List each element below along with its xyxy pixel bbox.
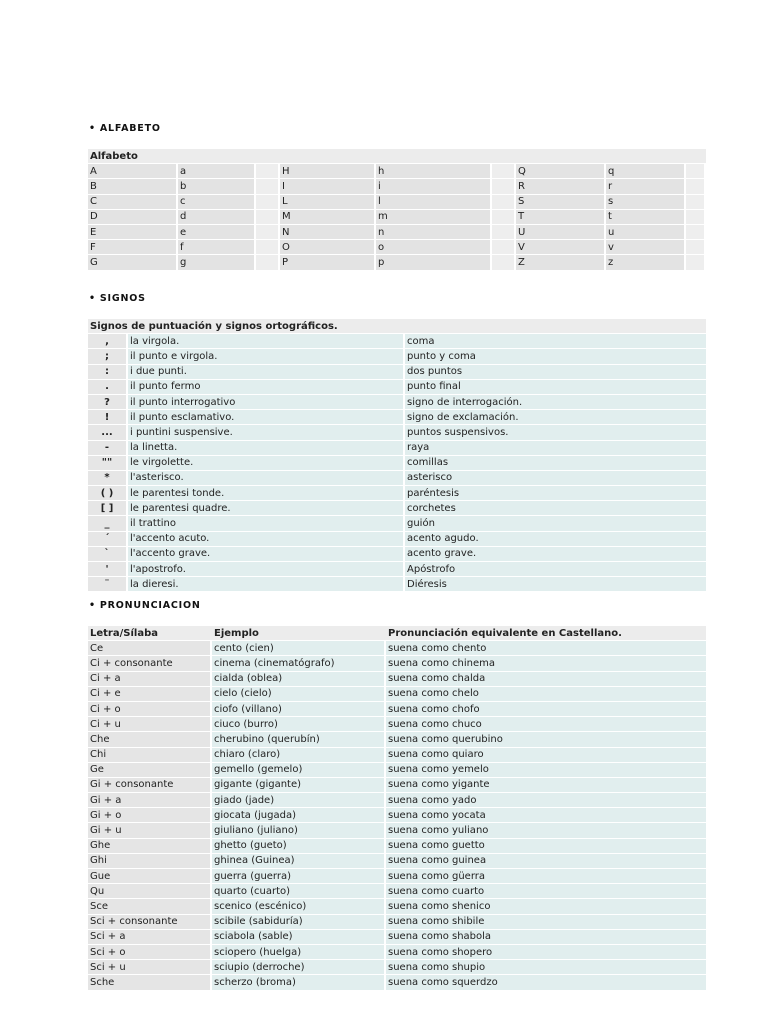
pron-equivalent: suena como querubino: [386, 732, 706, 747]
sign-italian-name: le parentesi tonde.: [128, 486, 405, 501]
pron-syllable: Ci + e: [88, 687, 212, 702]
alphabet-lower-letter: h: [376, 164, 492, 179]
sign-spanish-name: corchetes: [405, 501, 706, 516]
pron-syllable: Sci + a: [88, 930, 212, 945]
pron-equivalent: suena como yado: [386, 793, 706, 808]
alphabet-spacer: [492, 195, 516, 210]
pronunciation-row: [88, 672, 706, 687]
pron-example: ghinea (Guinea): [212, 854, 386, 869]
sign-symbol: .: [88, 380, 128, 395]
alphabet-row: [88, 195, 706, 210]
pron-example: scibile (sabiduría): [212, 915, 386, 930]
pron-example: scherzo (broma): [212, 975, 386, 990]
pron-equivalent: suena como cuarto: [386, 884, 706, 899]
sign-italian-name: l'accento grave.: [128, 547, 405, 562]
pronunciation-row: [88, 778, 706, 793]
sign-spanish-name: guión: [405, 516, 706, 531]
alphabet-upper-letter: H: [280, 164, 376, 179]
pron-syllable: Qu: [88, 884, 212, 899]
alphabet-spacer: [686, 255, 706, 270]
signs-row: [88, 501, 706, 516]
section-title-signos: • SIGNOS: [89, 293, 146, 304]
alphabet-spacer: [686, 164, 706, 179]
alphabet-spacer: [686, 240, 706, 255]
pron-example: sciupio (derroche): [212, 960, 386, 975]
pron-example: ghetto (gueto): [212, 839, 386, 854]
sign-symbol: ´: [88, 532, 128, 547]
signs-row: [88, 380, 706, 395]
pron-syllable: Sche: [88, 975, 212, 990]
pronunciation-row: [88, 945, 706, 960]
signs-row: [88, 395, 706, 410]
sign-italian-name: la linetta.: [128, 441, 405, 456]
pronunciation-row: [88, 930, 706, 945]
pron-syllable: Ci + a: [88, 672, 212, 687]
sign-spanish-name: raya: [405, 441, 706, 456]
pron-example: ciofo (villano): [212, 702, 386, 717]
pron-syllable: Ci + u: [88, 717, 212, 732]
alphabet-spacer: [492, 225, 516, 240]
sign-spanish-name: asterisco: [405, 471, 706, 486]
alphabet-upper-letter: O: [280, 240, 376, 255]
alphabet-spacer: [256, 164, 280, 179]
sign-italian-name: i puntini suspensive.: [128, 425, 405, 440]
pronunciation-row: [88, 793, 706, 808]
pronunciation-row: [88, 975, 706, 990]
sign-symbol: ¨: [88, 577, 128, 592]
signs-row: [88, 349, 706, 364]
alphabet-row: [88, 179, 706, 194]
sign-spanish-name: punto final: [405, 380, 706, 395]
alphabet-upper-letter: D: [88, 210, 178, 225]
sign-italian-name: l'asterisco.: [128, 471, 405, 486]
pron-equivalent: suena como yigante: [386, 778, 706, 793]
sign-symbol: _: [88, 516, 128, 531]
signs-row: [88, 516, 706, 531]
pronunciation-row: [88, 702, 706, 717]
sign-symbol: :: [88, 365, 128, 380]
sign-spanish-name: Apóstrofo: [405, 562, 706, 577]
alphabet-spacer: [686, 225, 706, 240]
alphabet-row: [88, 210, 706, 225]
signs-row: [88, 577, 706, 592]
alphabet-lower-letter: r: [606, 179, 686, 194]
pronunciation-row: [88, 823, 706, 838]
pron-example: cielo (cielo): [212, 687, 386, 702]
pron-example: gemello (gemelo): [212, 763, 386, 778]
pron-example: cialda (oblea): [212, 672, 386, 687]
alphabet-lower-letter: f: [178, 240, 256, 255]
sign-spanish-name: coma: [405, 334, 706, 349]
alphabet-lower-letter: p: [376, 255, 492, 270]
pronunciation-row: [88, 656, 706, 671]
alphabet-upper-letter: Z: [516, 255, 606, 270]
pronunciation-row: [88, 717, 706, 732]
pron-example: quarto (cuarto): [212, 884, 386, 899]
pronunciation-row: [88, 641, 706, 656]
sign-italian-name: l'apostrofo.: [128, 562, 405, 577]
sign-italian-name: le virgolette.: [128, 456, 405, 471]
sign-spanish-name: comillas: [405, 456, 706, 471]
sign-symbol: ?: [88, 395, 128, 410]
pron-syllable: Ghi: [88, 854, 212, 869]
pron-equivalent: suena como chuco: [386, 717, 706, 732]
alphabet-lower-letter: v: [606, 240, 686, 255]
pron-equivalent: suena como quiaro: [386, 748, 706, 763]
alphabet-lower-letter: u: [606, 225, 686, 240]
sign-symbol: `: [88, 547, 128, 562]
pron-equivalent: suena como yocata: [386, 808, 706, 823]
alphabet-spacer: [492, 240, 516, 255]
pron-syllable: Ghe: [88, 839, 212, 854]
pron-equivalent: suena como güerra: [386, 869, 706, 884]
signs-row: [88, 334, 706, 349]
pron-syllable: Gi + o: [88, 808, 212, 823]
alphabet-lower-letter: i: [376, 179, 492, 194]
signs-row: [88, 425, 706, 440]
alphabet-upper-letter: B: [88, 179, 178, 194]
alphabet-spacer: [686, 210, 706, 225]
pron-syllable: Ge: [88, 763, 212, 778]
pron-syllable: Chi: [88, 748, 212, 763]
signs-row: [88, 410, 706, 425]
alphabet-row: [88, 255, 706, 270]
alphabet-lower-letter: b: [178, 179, 256, 194]
alphabet-upper-letter: Q: [516, 164, 606, 179]
alphabet-spacer: [256, 210, 280, 225]
alphabet-spacer: [256, 179, 280, 194]
pron-equivalent: suena como yemelo: [386, 763, 706, 778]
pron-equivalent: suena como shibile: [386, 915, 706, 930]
pron-example: scenico (escénico): [212, 899, 386, 914]
pronunciation-row: [88, 687, 706, 702]
pron-example: chiaro (claro): [212, 748, 386, 763]
pron-equivalent: suena como chento: [386, 641, 706, 656]
signs-row: [88, 441, 706, 456]
pron-equivalent: suena como chinema: [386, 656, 706, 671]
signs-row: [88, 486, 706, 501]
pron-syllable: Gi + u: [88, 823, 212, 838]
sign-symbol: "": [88, 456, 128, 471]
alphabet-lower-letter: g: [178, 255, 256, 270]
alphabet-upper-letter: L: [280, 195, 376, 210]
sign-italian-name: il punto interrogativo: [128, 395, 405, 410]
signs-row: [88, 532, 706, 547]
pron-example: giuliano (juliano): [212, 823, 386, 838]
sign-spanish-name: dos puntos: [405, 365, 706, 380]
pron-example: cento (cien): [212, 641, 386, 656]
pronunciation-row: [88, 732, 706, 747]
pronunciation-row: [88, 808, 706, 823]
alphabet-spacer: [492, 164, 516, 179]
signs-table: [88, 319, 706, 592]
alphabet-upper-letter: T: [516, 210, 606, 225]
sign-spanish-name: paréntesis: [405, 486, 706, 501]
sign-italian-name: la dieresi.: [128, 577, 405, 592]
sign-symbol: ...: [88, 425, 128, 440]
sign-spanish-name: acento grave.: [405, 547, 706, 562]
sign-spanish-name: acento agudo.: [405, 532, 706, 547]
pronunciation-row: [88, 899, 706, 914]
pron-equivalent: suena como shabola: [386, 930, 706, 945]
alphabet-upper-letter: M: [280, 210, 376, 225]
alphabet-upper-letter: S: [516, 195, 606, 210]
alphabet-spacer: [686, 179, 706, 194]
pron-example: gigante (gigante): [212, 778, 386, 793]
alphabet-upper-letter: R: [516, 179, 606, 194]
sign-symbol: [ ]: [88, 501, 128, 516]
pron-syllable: Gi + consonante: [88, 778, 212, 793]
sign-italian-name: la virgola.: [128, 334, 405, 349]
pron-header-castellano: Pronunciación equivalente en Castellano.: [386, 626, 706, 641]
alphabet-upper-letter: F: [88, 240, 178, 255]
signs-row: [88, 562, 706, 577]
sign-spanish-name: punto y coma: [405, 349, 706, 364]
alphabet-lower-letter: m: [376, 210, 492, 225]
sign-symbol: ': [88, 562, 128, 577]
sign-italian-name: il punto esclamativo.: [128, 410, 405, 425]
sign-spanish-name: signo de exclamación.: [405, 410, 706, 425]
alphabet-lower-letter: t: [606, 210, 686, 225]
pron-example: cinema (cinematógrafo): [212, 656, 386, 671]
sign-symbol: !: [88, 410, 128, 425]
pron-equivalent: suena como chalda: [386, 672, 706, 687]
pron-syllable: Ci + consonante: [88, 656, 212, 671]
pron-syllable: Ci + o: [88, 702, 212, 717]
alphabet-spacer: [256, 195, 280, 210]
alphabet-spacer: [492, 255, 516, 270]
pron-example: giado (jade): [212, 793, 386, 808]
sign-symbol: ( ): [88, 486, 128, 501]
alphabet-spacer: [492, 179, 516, 194]
signs-row: [88, 547, 706, 562]
pronunciation-row: [88, 869, 706, 884]
pron-syllable: Che: [88, 732, 212, 747]
pronunciation-row: [88, 839, 706, 854]
alphabet-upper-letter: A: [88, 164, 178, 179]
alphabet-upper-letter: U: [516, 225, 606, 240]
sign-spanish-name: puntos suspensivos.: [405, 425, 706, 440]
alphabet-spacer: [686, 195, 706, 210]
alphabet-upper-letter: N: [280, 225, 376, 240]
alphabet-lower-letter: z: [606, 255, 686, 270]
alphabet-lower-letter: e: [178, 225, 256, 240]
sign-italian-name: le parentesi quadre.: [128, 501, 405, 516]
alphabet-lower-letter: l: [376, 195, 492, 210]
section-title-alfabeto: • ALFABETO: [89, 123, 161, 134]
alphabet-upper-letter: V: [516, 240, 606, 255]
alphabet-lower-letter: n: [376, 225, 492, 240]
sign-italian-name: il punto fermo: [128, 380, 405, 395]
sign-italian-name: il punto e virgola.: [128, 349, 405, 364]
alphabet-spacer: [256, 240, 280, 255]
pron-equivalent: suena como shupio: [386, 960, 706, 975]
pron-syllable: Sci + consonante: [88, 915, 212, 930]
pron-equivalent: suena como guetto: [386, 839, 706, 854]
pronunciation-row: [88, 748, 706, 763]
pron-equivalent: suena como squerdzo: [386, 975, 706, 990]
pron-syllable: Sci + u: [88, 960, 212, 975]
alphabet-upper-letter: C: [88, 195, 178, 210]
pron-equivalent: suena como shenico: [386, 899, 706, 914]
pronunciation-row: [88, 763, 706, 778]
pron-example: giocata (jugada): [212, 808, 386, 823]
sign-italian-name: l'accento acuto.: [128, 532, 405, 547]
pron-example: sciopero (huelga): [212, 945, 386, 960]
alphabet-row: [88, 225, 706, 240]
section-title-pronunciacion: • PRONUNCIACION: [89, 600, 201, 611]
alphabet-lower-letter: c: [178, 195, 256, 210]
signs-row: [88, 456, 706, 471]
alphabet-header: Alfabeto: [88, 149, 706, 164]
pron-equivalent: suena como chelo: [386, 687, 706, 702]
alphabet-upper-letter: E: [88, 225, 178, 240]
alphabet-lower-letter: a: [178, 164, 256, 179]
pronunciation-table: [88, 626, 706, 991]
pron-syllable: Gue: [88, 869, 212, 884]
pron-example: cherubino (querubín): [212, 732, 386, 747]
alphabet-row: [88, 164, 706, 179]
alphabet-upper-letter: P: [280, 255, 376, 270]
pron-syllable: Gi + a: [88, 793, 212, 808]
pron-example: guerra (guerra): [212, 869, 386, 884]
sign-symbol: ,: [88, 334, 128, 349]
pronunciation-row: [88, 854, 706, 869]
alphabet-upper-letter: G: [88, 255, 178, 270]
pron-equivalent: suena como chofo: [386, 702, 706, 717]
alphabet-lower-letter: q: [606, 164, 686, 179]
pron-header-letra: Letra/Sílaba: [88, 626, 212, 641]
sign-symbol: -: [88, 441, 128, 456]
signs-header: Signos de puntuación y signos ortográficos.: [88, 319, 706, 334]
pron-equivalent: suena como guinea: [386, 854, 706, 869]
pron-header-ejemplo: Ejemplo: [212, 626, 386, 641]
alphabet-lower-letter: s: [606, 195, 686, 210]
sign-symbol: ;: [88, 349, 128, 364]
alphabet-lower-letter: d: [178, 210, 256, 225]
pronunciation-row: [88, 915, 706, 930]
pron-example: ciuco (burro): [212, 717, 386, 732]
sign-spanish-name: signo de interrogación.: [405, 395, 706, 410]
alphabet-upper-letter: I: [280, 179, 376, 194]
alphabet-table: [88, 149, 706, 271]
pronunciation-row: [88, 884, 706, 899]
pron-example: sciabola (sable): [212, 930, 386, 945]
alphabet-lower-letter: o: [376, 240, 492, 255]
alphabet-spacer: [256, 225, 280, 240]
signs-row: [88, 365, 706, 380]
pron-equivalent: suena como yuliano: [386, 823, 706, 838]
sign-symbol: *: [88, 471, 128, 486]
pron-syllable: Sce: [88, 899, 212, 914]
alphabet-spacer: [256, 255, 280, 270]
sign-italian-name: i due punti.: [128, 365, 405, 380]
sign-spanish-name: Diéresis: [405, 577, 706, 592]
pron-syllable: Ce: [88, 641, 212, 656]
pron-equivalent: suena como shopero: [386, 945, 706, 960]
alphabet-spacer: [492, 210, 516, 225]
pron-syllable: Sci + o: [88, 945, 212, 960]
alphabet-row: [88, 240, 706, 255]
pronunciation-row: [88, 960, 706, 975]
signs-row: [88, 471, 706, 486]
sign-italian-name: il trattino: [128, 516, 405, 531]
